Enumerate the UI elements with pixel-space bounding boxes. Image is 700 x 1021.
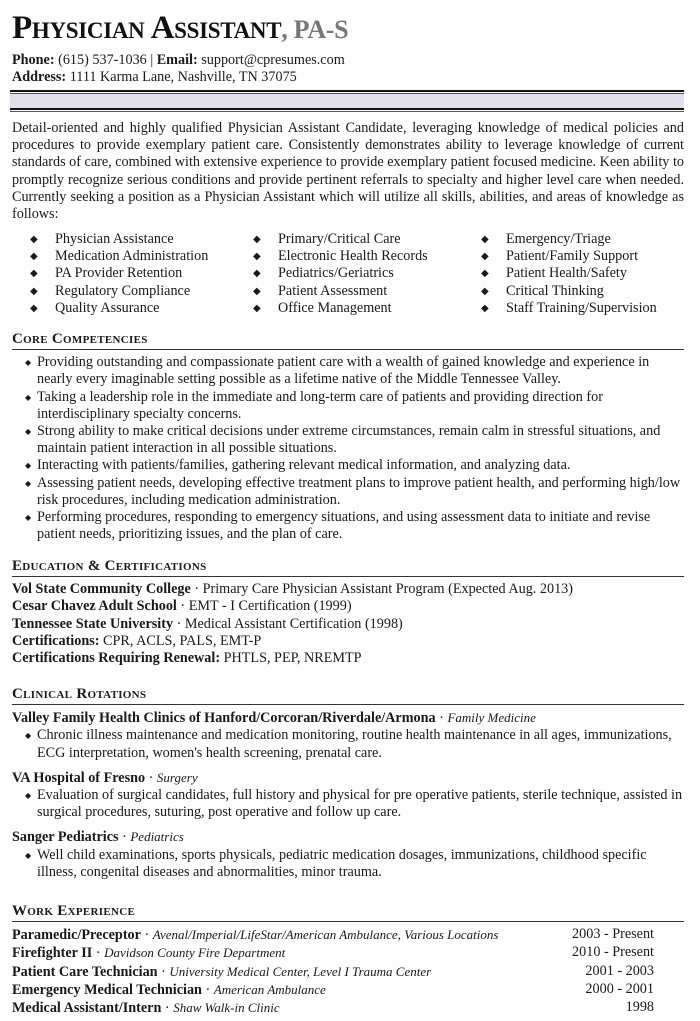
separator: · bbox=[145, 769, 157, 786]
diamond-bullet-icon: ◆ bbox=[30, 268, 38, 280]
rotation-specialty: Family Medicine bbox=[447, 710, 536, 726]
skill-item bbox=[481, 265, 681, 282]
competency-item: ◆ Interacting with patients/families, gathering relevant medical information, and analyzing data. bbox=[12, 457, 684, 474]
skill-label: Quality Assurance bbox=[55, 299, 160, 316]
job-organization: American Ambulance bbox=[213, 981, 326, 997]
job-dates: 1998 bbox=[625, 999, 654, 1016]
skill-item bbox=[253, 231, 481, 248]
job-organization: University Medical Center, Level I Trauma Center bbox=[169, 963, 432, 979]
skill-item bbox=[253, 265, 481, 282]
skill-item bbox=[481, 300, 681, 317]
education-detail: Medical Assistant Certification (1998) bbox=[184, 615, 403, 632]
education-name: Certifications Requiring Renewal: bbox=[12, 650, 221, 667]
skill-item bbox=[30, 283, 253, 300]
separator: · bbox=[190, 581, 203, 598]
diamond-bullet-icon: ◆ bbox=[481, 285, 489, 297]
diamond-bullet-icon: ◆ bbox=[481, 251, 489, 263]
contact-info: Phone: (615) 537-1036 | Email: support@cpresumes.com Address: 1111 Karma Lane, Nashville, TN 37075 bbox=[12, 52, 345, 86]
skill-label: Patient Assessment bbox=[278, 282, 388, 299]
skill-item bbox=[30, 300, 253, 317]
rotation-item: ◆ Evaluation of surgical candidates, full history and physical for pre operative patients, sterile technique, assisted in surgical procedures, suturing, post operative and follow up care. bbox=[12, 787, 684, 821]
job-row bbox=[12, 944, 684, 962]
section-heading: Clinical Rotations bbox=[12, 686, 684, 705]
rotation-item: ◆ Chronic illness maintenance and medication monitoring, routine health maintenance in all ages, immunizations, ECG interpretation, women's health screening, prenatal care. bbox=[12, 727, 684, 761]
education-name: Cesar Chavez Adult School bbox=[12, 598, 177, 615]
competency-item: ◆ Providing outstanding and compassionate patient care with a wealth of gained knowledge and experience in nearly every imaginable setting possible as a lifetime native of the Middle Tennessee Valley. bbox=[12, 354, 684, 388]
education-name: Vol State Community College bbox=[12, 581, 191, 598]
rotation-item: ◆ Well child examinations, sports physicals, pediatric medication dosages, immunizations, childhood specific illness, congenital diseases and abnormalities, minor trauma. bbox=[12, 847, 684, 881]
job-dates: 2001 - 2003 bbox=[585, 962, 654, 979]
diamond-bullet-icon: ◆ bbox=[253, 285, 261, 297]
skill-label: Staff Training/Supervision bbox=[506, 299, 657, 316]
skill-item bbox=[30, 231, 253, 248]
education-detail: Primary Care Physician Assistant Program (Expected Aug. 2013) bbox=[202, 581, 574, 598]
diamond-bullet-icon: ◆ bbox=[481, 302, 489, 314]
separator: · bbox=[201, 981, 214, 998]
rotation-site: Valley Family Health Clinics of Hanford/Corcoran/Riverdale/Armona bbox=[12, 710, 436, 727]
resume-title: Physician Assistant, PA-S bbox=[12, 10, 349, 46]
skill-item bbox=[30, 265, 253, 282]
separator: · bbox=[176, 598, 189, 615]
rotation-header bbox=[12, 828, 684, 846]
rotation-header bbox=[12, 769, 684, 787]
job-title: Medical Assistant/Intern bbox=[12, 1000, 162, 1017]
separator: · bbox=[435, 710, 448, 727]
education-row bbox=[12, 650, 684, 667]
job-row bbox=[12, 981, 684, 999]
header-divider bbox=[10, 90, 684, 114]
separator: · bbox=[161, 1000, 174, 1017]
skill-label: Physician Assistance bbox=[55, 231, 174, 247]
diamond-bullet-icon: ◆ bbox=[30, 234, 38, 245]
job-organization: Davidson County Fire Department bbox=[104, 945, 286, 961]
address: 1111 Karma Lane, Nashville, TN 37075 bbox=[69, 69, 297, 86]
skill-item bbox=[253, 248, 481, 265]
skill-label: Primary/Critical Care bbox=[278, 231, 401, 247]
education-detail: PHTLS, PEP, NREMTP bbox=[223, 650, 362, 667]
job-info bbox=[12, 963, 431, 981]
skill-label: Critical Thinking bbox=[506, 282, 604, 299]
section-heading: Core Competencies bbox=[12, 331, 684, 350]
core-competencies-section bbox=[12, 331, 684, 543]
rotation bbox=[12, 769, 684, 822]
skill-item bbox=[481, 283, 681, 300]
job-title: Emergency Medical Technician bbox=[12, 981, 202, 998]
diamond-bullet-icon: ◆ bbox=[30, 302, 38, 314]
education-section bbox=[12, 558, 684, 667]
education-detail: EMT - I Certification (1999) bbox=[188, 598, 352, 615]
rotation-header bbox=[12, 709, 684, 727]
credential: , PA-S bbox=[281, 15, 349, 44]
skill-label: PA Provider Retention bbox=[55, 265, 183, 282]
education-row bbox=[12, 598, 684, 615]
section-heading: Education & Certifications bbox=[12, 558, 684, 577]
competency-item: ◆ Performing procedures, responding to emergency situations, and using assessment data to initiate and revise patient needs, prioritizing issues, and the plan of care. bbox=[12, 509, 684, 543]
job-dates: 2003 - Present bbox=[572, 926, 654, 943]
skill-item bbox=[253, 283, 481, 300]
competency-item: ◆ Strong ability to make critical decisions under extreme circumstances, remain calm in stressful situations, and maintain patient interaction in all possible situations. bbox=[12, 423, 684, 457]
rotation bbox=[12, 709, 684, 762]
skill-label: Medication Administration bbox=[55, 248, 209, 265]
skill-label: Emergency/Triage bbox=[506, 231, 611, 247]
rotation-site: Sanger Pediatrics bbox=[12, 829, 119, 846]
education-row bbox=[12, 633, 684, 650]
skill-item bbox=[481, 231, 681, 248]
work-experience-section bbox=[12, 903, 684, 1017]
diamond-bullet-icon: ◆ bbox=[30, 251, 38, 263]
summary: Detail-oriented and highly qualified Physician Assistant Candidate, leveraging knowledge of medical policies and procedures to provide exemplary patient care. Consistently demonstrates ability to leverage knowledge of current standards of care, combined with extensive experience to provide exemplary patient focused medicine. Keen ability to promptly recognize serious conditions and provide pertinent referrals to specialty and higher level care when needed. Currently seeking a position as a Physician Assistant which will utilize all skills, abilities, and areas of knowledge as follows: bbox=[12, 120, 684, 223]
skills-list bbox=[30, 231, 684, 317]
skill-item bbox=[253, 300, 481, 317]
diamond-bullet-icon: ◆ bbox=[253, 251, 261, 263]
diamond-bullet-icon: ◆ bbox=[30, 285, 38, 297]
rotation bbox=[12, 828, 684, 881]
diamond-bullet-icon: ◆ bbox=[253, 268, 261, 280]
rotation-site: VA Hospital of Fresno bbox=[12, 769, 146, 786]
separator: · bbox=[92, 945, 105, 962]
job-title: Firefighter II bbox=[12, 945, 93, 962]
email: support@cpresumes.com bbox=[201, 52, 345, 68]
job-info bbox=[12, 999, 280, 1017]
skill-label: Regulatory Compliance bbox=[55, 282, 191, 299]
education-detail: CPR, ACLS, PALS, EMT-P bbox=[103, 632, 262, 649]
job-row bbox=[12, 999, 684, 1017]
section-heading: Work Experience bbox=[12, 903, 684, 922]
skill-label: Patient Health/Safety bbox=[506, 265, 627, 282]
diamond-bullet-icon: ◆ bbox=[481, 268, 489, 280]
separator: · bbox=[140, 927, 153, 944]
skill-item bbox=[481, 248, 681, 265]
diamond-bullet-icon: ◆ bbox=[253, 234, 261, 245]
skill-label: Pediatrics/Geriatrics bbox=[278, 265, 394, 282]
job-row bbox=[12, 926, 684, 944]
clinical-rotations-section bbox=[12, 686, 684, 888]
phone: (615) 537-1036 bbox=[58, 52, 147, 68]
education-name: Certifications: bbox=[12, 632, 100, 649]
job-info bbox=[12, 981, 326, 999]
skill-label: Electronic Health Records bbox=[278, 248, 428, 265]
job-title: Paramedic/Preceptor bbox=[12, 927, 141, 944]
job-organization: Shaw Walk-in Clinic bbox=[173, 1000, 280, 1016]
education-name: Tennessee State University bbox=[12, 615, 174, 632]
skill-item bbox=[30, 248, 253, 265]
diamond-bullet-icon: ◆ bbox=[481, 234, 489, 245]
separator: · bbox=[118, 829, 131, 846]
rotation-specialty: Surgery bbox=[156, 769, 198, 785]
job-info bbox=[12, 944, 285, 962]
separator: · bbox=[157, 963, 170, 980]
job-row bbox=[12, 963, 684, 981]
job-title: Patient Care Technician bbox=[12, 963, 158, 980]
job-dates: 2000 - 2001 bbox=[585, 980, 654, 997]
education-row bbox=[12, 616, 684, 633]
competency-item: ◆ Assessing patient needs, developing effective treatment plans to improve patient health, and performing high/low risk procedures, including medication administration. bbox=[12, 475, 684, 509]
job-info bbox=[12, 926, 498, 944]
job-dates: 2010 - Present bbox=[572, 944, 654, 961]
job-organization: Avenal/Imperial/LifeStar/American Ambulance, Various Locations bbox=[152, 927, 499, 943]
skill-label: Patient/Family Support bbox=[506, 248, 639, 265]
skill-label: Office Management bbox=[278, 299, 392, 316]
education-row bbox=[12, 581, 684, 598]
rotation-specialty: Pediatrics bbox=[130, 829, 184, 845]
diamond-bullet-icon: ◆ bbox=[253, 302, 261, 314]
separator: · bbox=[173, 615, 185, 632]
competency-item: ◆ Taking a leadership role in the immediate and long-term care of patients and providing direction for interdisciplinary specialty concerns. bbox=[12, 389, 684, 423]
